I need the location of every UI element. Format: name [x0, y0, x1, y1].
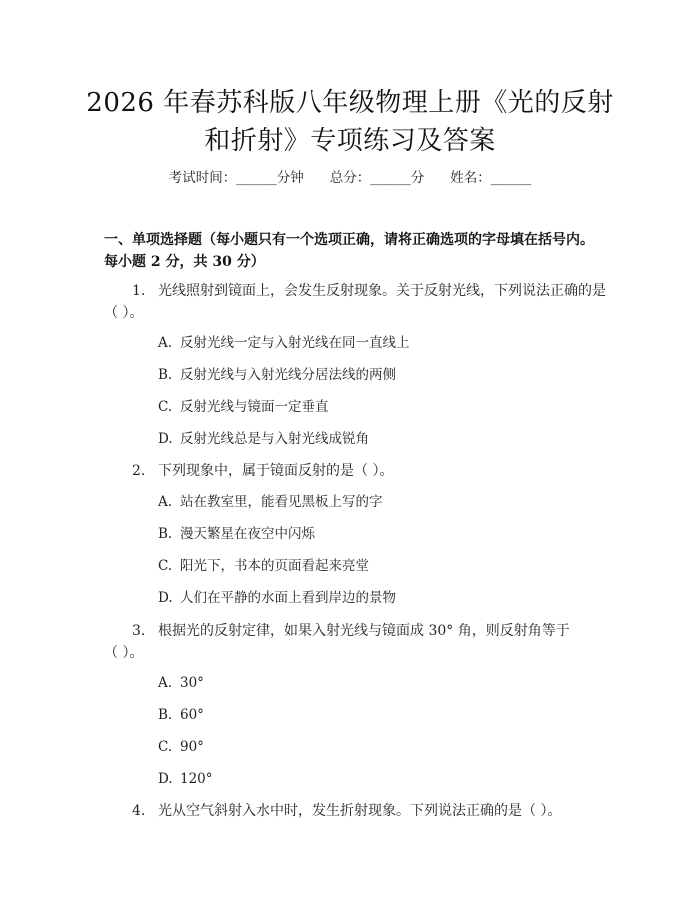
option-text: 漫天繁星在夜空中闪烁	[180, 526, 315, 542]
exam-meta	[0, 168, 700, 188]
option-letter: B.	[158, 526, 173, 542]
option-2a	[158, 492, 618, 512]
option-3b	[158, 705, 618, 725]
option-letter: C.	[158, 739, 173, 755]
option-3d	[158, 769, 618, 789]
option-2b	[158, 524, 618, 544]
section-heading-line-1: 一、单项选择题（每小题只有一个选项正确，请将正确选项的字母填在括号内。	[104, 232, 594, 248]
student-name-field: 姓名：______	[450, 170, 532, 186]
option-text: 90°	[180, 739, 204, 755]
option-text: 人们在平静的水面上看到岸边的景物	[180, 590, 396, 606]
question-number: 4.	[132, 803, 146, 819]
option-text: 120°	[180, 771, 213, 787]
question-text: 光线照射到镜面上，会发生反射现象。关于反射光线，下列说法正确的是	[158, 283, 606, 299]
option-letter: C.	[158, 558, 173, 574]
question-text: 根据光的反射定律，如果入射光线与镜面成 30° 角，则反射角等于	[158, 623, 570, 639]
question-2	[104, 460, 624, 482]
option-2d	[158, 588, 618, 608]
exam-time-field: 考试时间：______分钟	[168, 170, 304, 186]
option-letter: A.	[158, 335, 173, 351]
page-title-line-2: 和折射》专项练习及答案	[204, 126, 496, 156]
section-heading-line-2: 每小题 2 分，共 30 分）	[104, 254, 265, 270]
question-number: 3.	[132, 623, 146, 639]
option-text: 反射光线一定与入射光线在同一直线上	[180, 335, 410, 351]
option-letter: C.	[158, 399, 173, 415]
question-4	[104, 800, 624, 822]
page-title-line-1: 2026 年春苏科版八年级物理上册《光的反射	[86, 88, 614, 118]
question-answer-blank: （ ）。	[104, 645, 144, 661]
option-3c	[158, 737, 618, 757]
option-letter: B.	[158, 367, 173, 383]
question-1	[104, 280, 624, 324]
option-text: 站在教室里，能看见黑板上写的字	[180, 494, 383, 510]
option-text: 反射光线与镜面一定垂直	[180, 399, 329, 415]
option-text: 反射光线总是与入射光线成锐角	[180, 431, 369, 447]
option-3a	[158, 673, 618, 693]
option-letter: D.	[158, 431, 173, 447]
option-1d	[158, 429, 618, 449]
option-1a	[158, 333, 618, 353]
question-answer-blank: （ ）。	[104, 305, 144, 321]
option-letter: A.	[158, 675, 173, 691]
question-text: 光从空气斜射入水中时，发生折射现象。下列说法正确的是（ ）。	[158, 803, 562, 819]
question-number: 2.	[132, 463, 146, 479]
option-letter: D.	[158, 590, 173, 606]
option-text: 30°	[180, 675, 204, 691]
question-text: 下列现象中，属于镜面反射的是（ ）。	[158, 463, 394, 479]
option-text: 阳光下，书本的页面看起来亮堂	[180, 558, 369, 574]
section-heading-single-choice	[104, 229, 624, 273]
option-text: 60°	[180, 707, 204, 723]
option-letter: B.	[158, 707, 173, 723]
option-text: 反射光线与入射光线分居法线的两侧	[180, 367, 396, 383]
option-letter: D.	[158, 771, 173, 787]
question-3	[104, 620, 624, 664]
option-1b	[158, 365, 618, 385]
question-number: 1.	[132, 283, 146, 299]
total-score-field: 总分：______分	[329, 170, 425, 186]
option-1c	[158, 397, 618, 417]
option-letter: A.	[158, 494, 173, 510]
option-2c	[158, 556, 618, 576]
